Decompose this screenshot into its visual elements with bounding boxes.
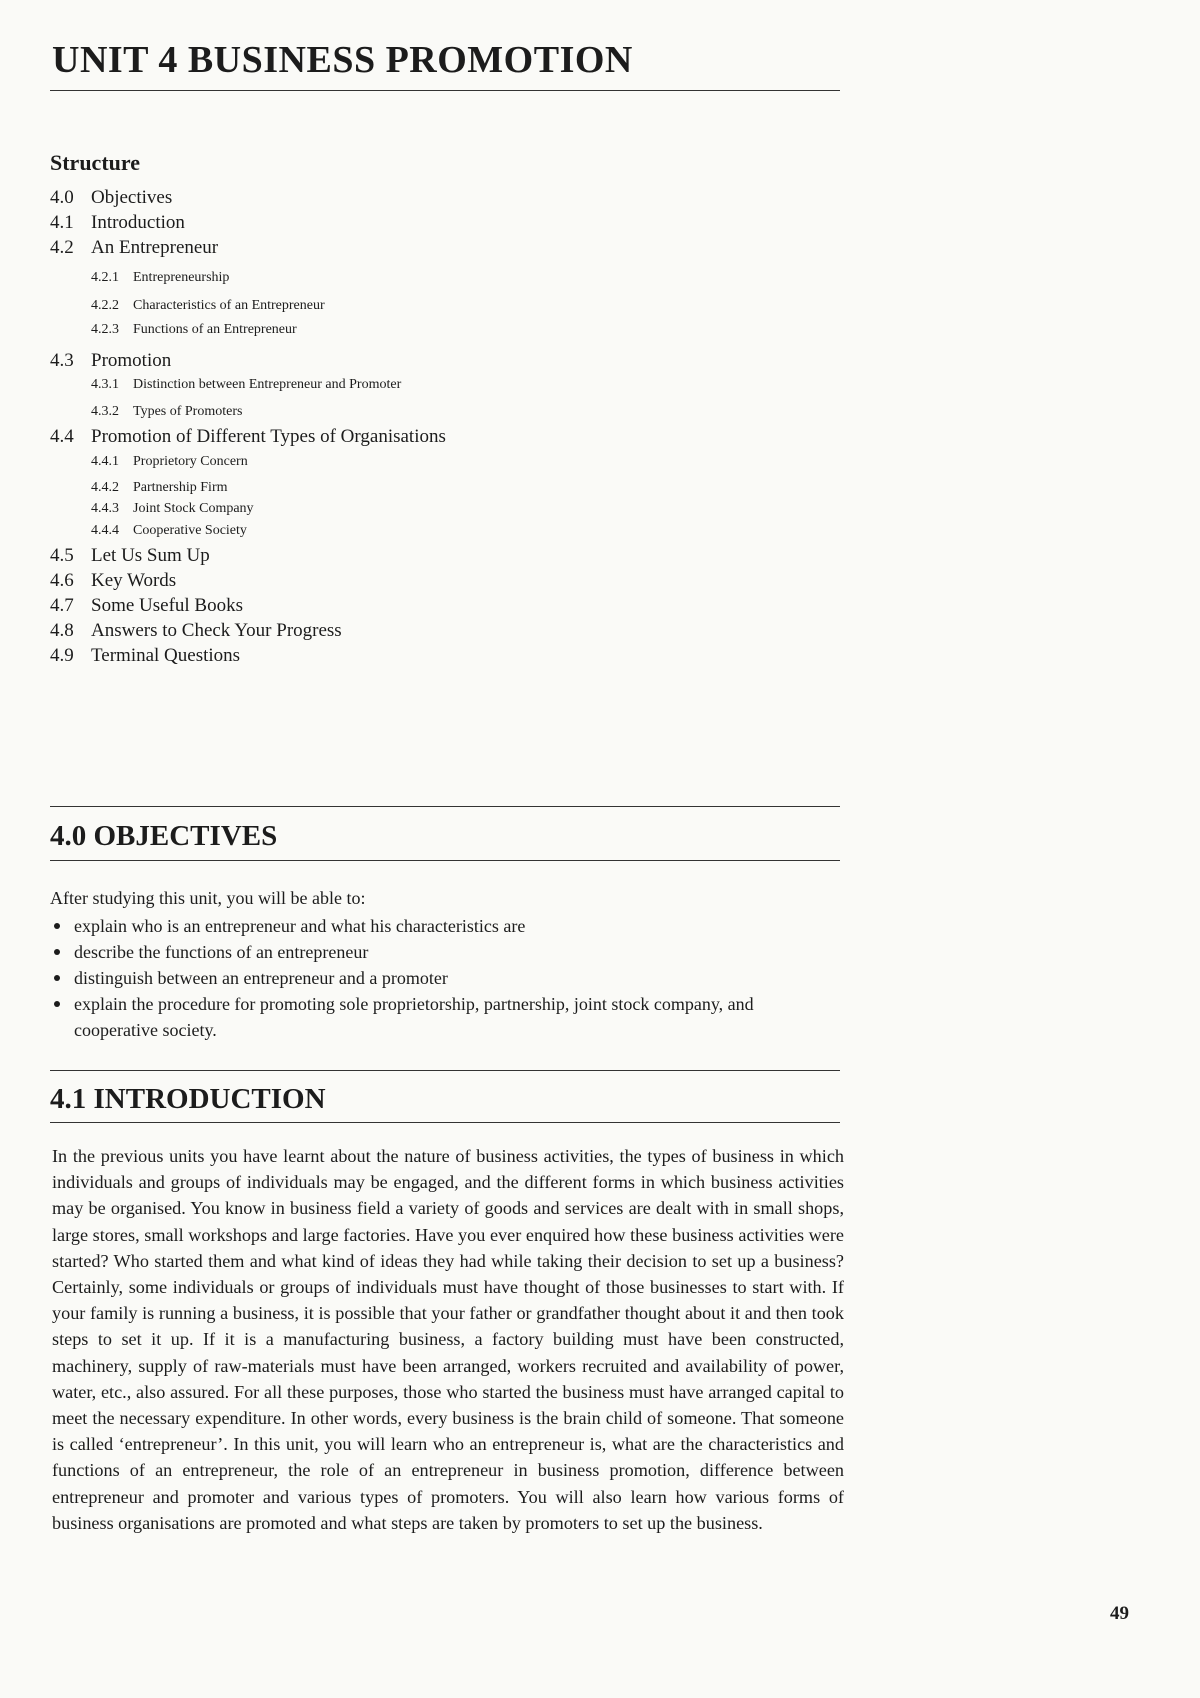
toc-number: 4.3.1 <box>91 377 119 392</box>
toc-number: 4.3 <box>50 350 74 371</box>
title-rule <box>50 90 840 91</box>
toc-subitem <box>91 480 228 496</box>
toc-label: Answers to Check Your Progress <box>91 620 342 641</box>
toc-item <box>50 187 172 209</box>
structure-heading: Structure <box>50 150 141 175</box>
objective-item: describe the functions of an entrepreneur <box>50 939 770 965</box>
toc-number: 4.0 <box>50 187 74 208</box>
toc-label: Promotion <box>91 350 172 371</box>
toc-label: Partnership Firm <box>133 480 228 495</box>
introduction-top-rule <box>50 1070 840 1071</box>
toc-number: 4.2.3 <box>91 322 119 337</box>
toc-label: Terminal Questions <box>91 645 241 666</box>
toc-item <box>50 570 176 592</box>
toc-subitem <box>91 454 248 470</box>
toc-number: 4.4.1 <box>91 454 119 469</box>
toc-number: 4.4.2 <box>91 480 119 495</box>
introduction-heading: 4.1 INTRODUCTION <box>50 1083 326 1115</box>
objectives-bottom-rule <box>50 860 840 861</box>
toc-label: Promotion of Different Types of Organisations <box>91 426 446 447</box>
toc-item <box>50 350 171 372</box>
toc-item <box>50 237 218 259</box>
toc-number: 4.9 <box>50 645 74 666</box>
toc-label: Objectives <box>91 187 173 208</box>
toc-number: 4.4.4 <box>91 523 119 538</box>
toc-number: 4.7 <box>50 595 74 616</box>
toc-label: Distinction between Entrepreneur and Promoter <box>133 377 402 392</box>
toc-number: 4.2.1 <box>91 270 119 285</box>
toc-item <box>50 426 446 448</box>
toc-number: 4.8 <box>50 620 74 641</box>
objectives-lead: After studying this unit, you will be able to: <box>50 888 366 908</box>
toc-subitem <box>91 322 297 338</box>
toc-number: 4.5 <box>50 545 74 566</box>
toc-label: Cooperative Society <box>133 523 247 538</box>
introduction-body: In the previous units you have learnt about the nature of business activities, the types of business in which individuals and groups of individuals may be engaged, and the different forms in which business activities may be organised. You know in business field a variety of goods and services are dealt with in small shops, large stores, small workshops and large factories. Have you ever enquired how these business activities were started? Who started them and what kind of ideas they had while taking their decision to set up a business? Certainly, some individuals or groups of individuals must have thought of those businesses to start with. If your family is running a business, it is possible that your father or grandfather thought about it and then took steps to set it up. If it is a manufacturing business, a factory building must have been constructed, machinery, supply of raw-materials must have been arranged, workers recruited and availability of power, water, etc., also assured. For all these purposes, those who started the business must have arranged capital to meet the necessary expenditure. In other words, every business is the brain child of someone. That someone is called ‘entrepreneur’. In this unit, you will learn who an entrepreneur is, what are the characteristics and functions of an entrepreneur, the role of an entrepreneur in business promotion, difference between entrepreneur and promoter and various types of promoters. You will also learn how various forms of business organisations are promoted and what steps are taken by promoters to set up the business. <box>52 1146 844 1533</box>
toc-number: 4.4.3 <box>91 501 119 516</box>
objective-item: explain who is an entrepreneur and what his characteristics are <box>50 913 770 939</box>
toc-item <box>50 645 240 667</box>
toc-label: Joint Stock Company <box>133 501 254 516</box>
toc-label: Functions of an Entrepreneur <box>133 322 297 337</box>
toc-label: Characteristics of an Entrepreneur <box>133 298 325 313</box>
toc-number: 4.2 <box>50 237 74 258</box>
objectives-list <box>50 913 770 1043</box>
introduction-bottom-rule <box>50 1122 840 1123</box>
toc-subitem <box>91 404 242 420</box>
objectives-top-rule <box>50 806 840 807</box>
toc-item <box>50 545 210 567</box>
toc-subitem <box>91 270 229 286</box>
unit-title: UNIT 4 BUSINESS PROMOTION <box>52 39 633 81</box>
objective-item: explain the procedure for promoting sole proprietorship, partnership, joint stock company, and cooperative society. <box>50 991 770 1043</box>
toc-subitem <box>91 377 401 393</box>
toc-subitem <box>91 501 254 517</box>
toc-item <box>50 620 342 642</box>
toc-number: 4.6 <box>50 570 74 591</box>
page-number: 49 <box>1110 1603 1129 1624</box>
toc-label: Types of Promoters <box>133 404 243 419</box>
toc-number: 4.4 <box>50 426 74 447</box>
toc-number: 4.3.2 <box>91 404 119 419</box>
toc-item <box>50 595 243 617</box>
toc-subitem <box>91 298 325 314</box>
toc-subitem <box>91 523 247 539</box>
toc-label: Let Us Sum Up <box>91 545 210 566</box>
toc-label: Entrepreneurship <box>133 270 230 285</box>
toc-number: 4.2.2 <box>91 298 119 313</box>
toc-label: Introduction <box>91 212 185 233</box>
toc-label: Some Useful Books <box>91 595 243 616</box>
objectives-heading: 4.0 OBJECTIVES <box>50 820 278 852</box>
toc-number: 4.1 <box>50 212 74 233</box>
toc-label: Key Words <box>91 570 177 591</box>
toc-item <box>50 212 185 234</box>
toc-label: Proprietory Concern <box>133 454 248 469</box>
toc-label: An Entrepreneur <box>91 237 219 258</box>
objective-item: distinguish between an entrepreneur and a promoter <box>50 965 770 991</box>
